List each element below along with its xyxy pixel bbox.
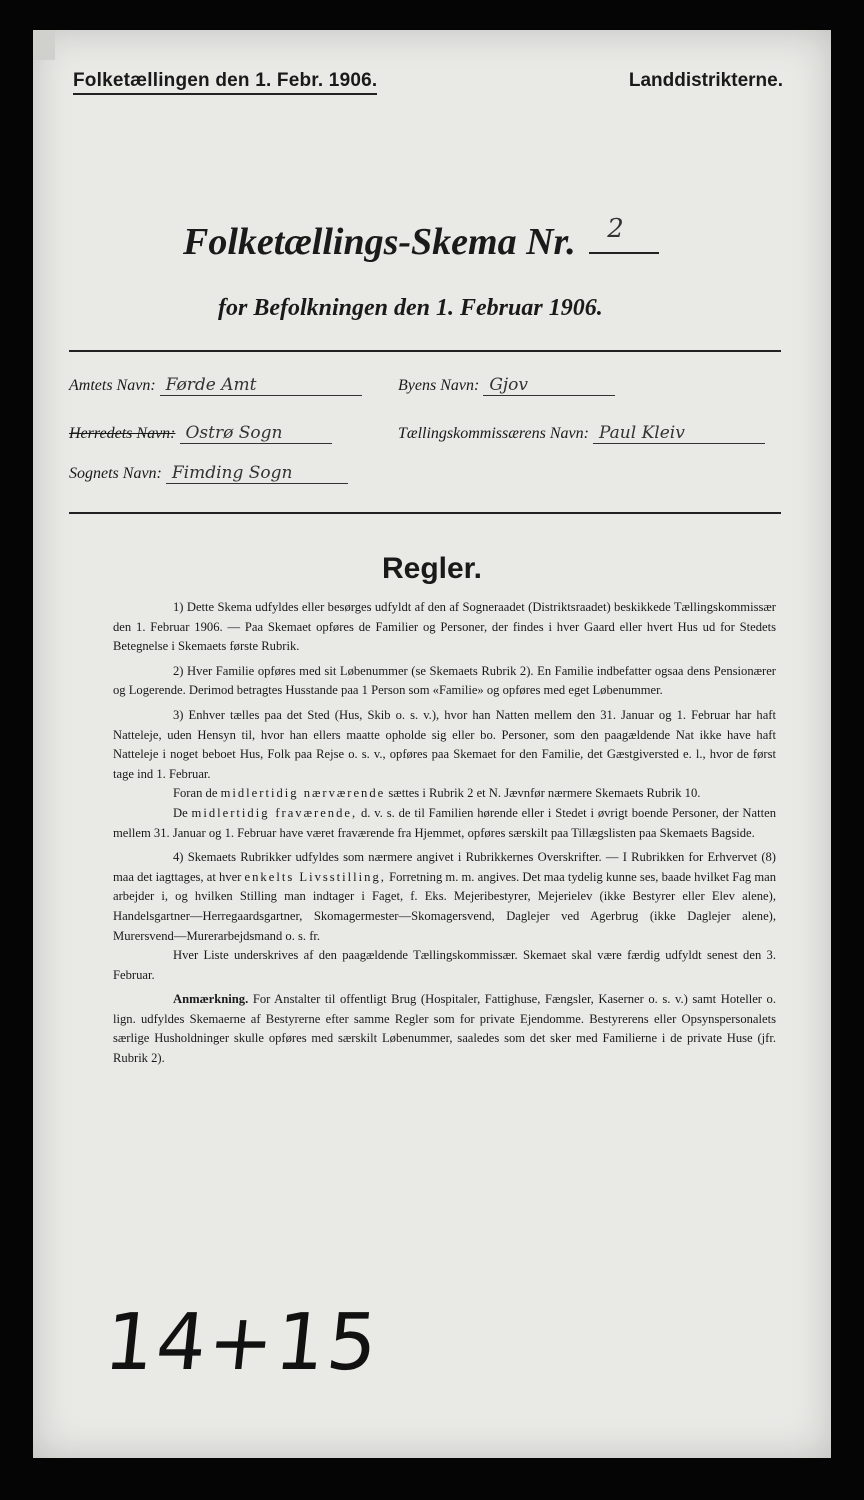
field-sogn-label: Sognets Navn: [69, 465, 162, 482]
form-number-field [589, 214, 659, 254]
rules-body [113, 598, 776, 1074]
rule-4-emphasis: enkelts Livsstilling, [244, 869, 386, 884]
field-herred-value: Ostrø Sogn [180, 423, 332, 444]
rule-3-emphasis-absent: midlertidig fraværende, [191, 805, 358, 820]
rule-4: 4) Skemaets Rubrikker udfyldes som nærmere angivet i Rubrikkernes Overskrifter. — I Rubrikken for Erhvervet (8) maa det iagttages, at hver enkelts Livsstilling, Forretning m. m. angives. Det maa tydelig kunne ses, baade hvilket Fag man arbejder i, og hvilken Stilling man indtager i Faget, f. Eks. Mejeribestyrer, Mejerielev (ikke Bestyrer eller Elev alene), Handelsgartner—Herregaardsgartner, Skomagermester—Skomagersvend, Daglejer ved Agerbrug (ikke Daglejer alene), Murersvend—Murerarbejdsmand o. s. fr. [113, 850, 776, 943]
field-kommissaer-label: Tællingskommissærens Navn: [398, 425, 589, 442]
field-kommissaer [398, 423, 765, 444]
field-amt [69, 375, 362, 396]
rule-5: Hver Liste underskrives af den paagældende Tællingskommissær. Skemaet skal være færdig udfyldt senest den 3. Februar. [113, 948, 776, 982]
field-by-value: Gjov [483, 375, 615, 396]
paper-wear-mark [33, 30, 55, 60]
rule-1: 1) Dette Skema udfyldes eller besørges udfyldt af den af Sogneraadet (Distriktsraadet) beskikkede Tællingskommissær den 1. Februar 1906. — Paa Skemaet opføres de Familier og Personer, der findes i hver Gaard eller hvert Hus ud for Stedets Betegnelse i Skemaets første Rubrik. [113, 600, 776, 654]
handwritten-annotation: 14+15 [100, 1298, 384, 1388]
field-kommissaer-value: Paul Kleiv [593, 423, 765, 444]
form-subtitle: for Befolkningen den 1. Februar 1906. [218, 295, 603, 321]
rule-2: 2) Hver Familie opføres med sit Løbenummer (se Skemaets Rubrik 2). En Familie indbefatter ogsaa dens Pensionærer og Logerende. Derimod betragtes Husstande paa 1 Person som «Familie» og opføres med eget Løbenummer. [113, 663, 776, 698]
rule-3-emphasis-present: midlertidig nærværende [220, 786, 386, 801]
form-title [183, 214, 659, 264]
rules-note [113, 990, 776, 1068]
divider-bottom [69, 512, 781, 514]
rules-heading: Regler. [381, 552, 483, 585]
field-sogn [69, 463, 348, 484]
form-title-text: Folketællings-Skema Nr. [183, 221, 576, 263]
field-sogn-value: Fimding Sogn [166, 463, 348, 484]
divider-top [69, 350, 781, 352]
rules-note-label: Anmærkning. [173, 992, 249, 1007]
header-district-type: Landdistrikterne. [628, 70, 783, 91]
field-herred [69, 423, 332, 444]
header-census-date: Folketællingen den 1. Febr. 1906. [73, 70, 377, 95]
rule-3: 3) Enhver tælles paa det Sted (Hus, Skib o. s. v.), hvor han Natten mellem den 31. Januar og 1. Februar har haft Natteleje, uden Hensyn til, hvor han ellers maatte opholde sig eller bo. Personer, som den paagældende Nat ikke have haft Natteleje i noget beboet Hus, Folk paa Rejse o. s. v., opføres paa Skemaet for den Familie, det Gæstgiversted e. l., hvor de først tage ind 1. Februar. [113, 707, 776, 781]
rules-note-text: For Anstalter til offentligt Brug (Hospitaler, Fattighuse, Fængsler, Kaserner o. s. v.) samt Hoteller o. lign. udfyldes Skemaerne af Bestyrerne efter samme Regler som for private Ejendomme. Bestyrerens eller Opsynspersonalets særlige Husholdninger skulle opføres med særskilt Løbenummer, saaledes som det sker med Familierne i de private Huse (jfr. Rubrik 2). [113, 992, 776, 1066]
rule-3-nearby: Foran de midlertidig nærværende sættes i Rubrik 2 et N. Jævnfør nærmere Skemaets Rubrik 10. [173, 786, 701, 801]
rule-3-absent: De midlertidig fraværende, d. v. s. de til Familien hørende eller i Stedet i øvrigt boende Personer, der Natten mellem 31. Januar og 1. Februar have været fraværende fra Hjemmet, opføres særskilt paa Tillægslisten paa Skemaets Bagside. [113, 805, 776, 840]
field-by-label: Byens Navn: [398, 377, 480, 394]
form-number-value: 2 [607, 214, 624, 244]
field-amt-value: Førde Amt [160, 375, 362, 396]
field-amt-label: Amtets Navn: [69, 377, 156, 394]
field-by [398, 375, 615, 396]
census-form-page [33, 30, 831, 1458]
field-herred-label: Herredets Navn: [69, 425, 176, 442]
